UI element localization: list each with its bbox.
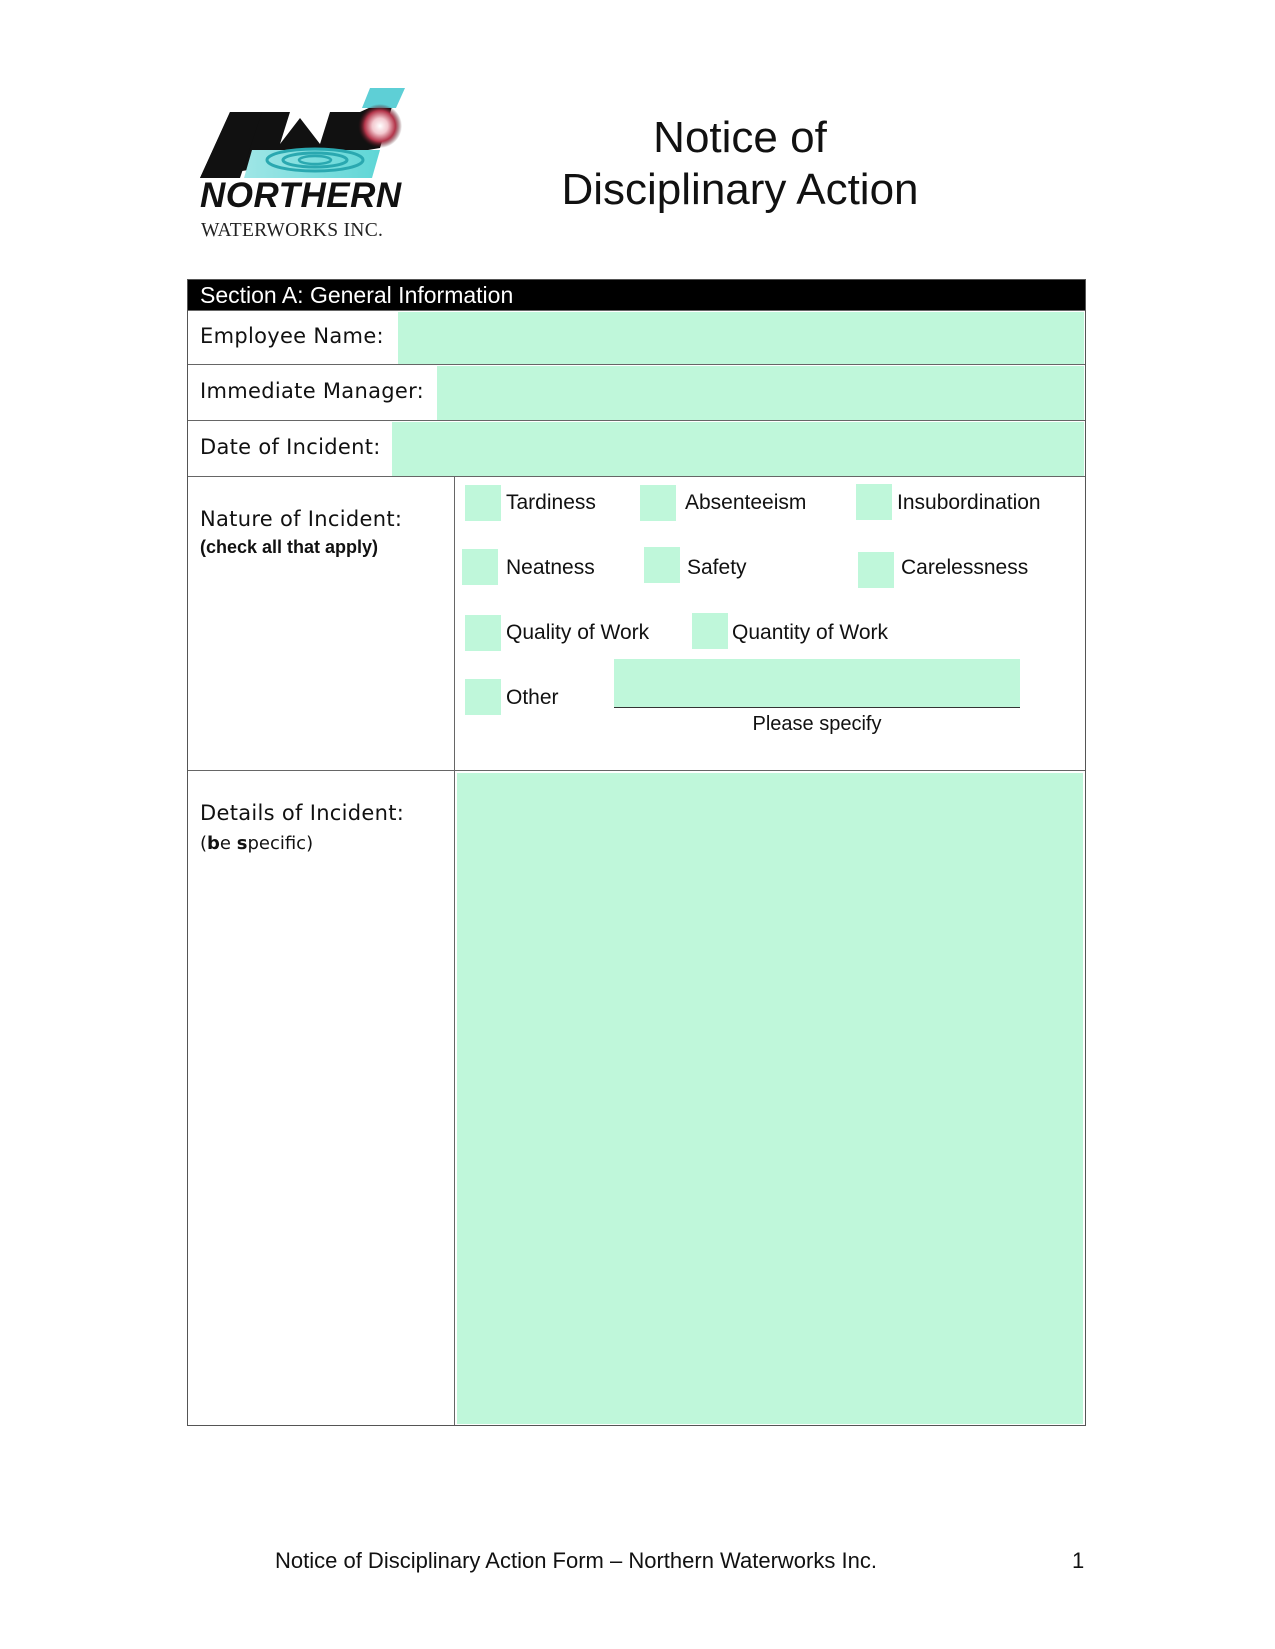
- company-name: NORTHERN: [200, 176, 402, 215]
- option-carelessness: Carelessness: [901, 556, 1029, 579]
- details-label: Details of Incident:: [200, 801, 405, 825]
- details-note-b2: s: [236, 833, 248, 854]
- date-field[interactable]: [392, 422, 1084, 476]
- company-subname: WATERWORKS INC.: [201, 220, 384, 241]
- option-insubordination: Insubordination: [897, 491, 1041, 514]
- section-a-form: [187, 279, 1086, 1426]
- option-neatness: Neatness: [506, 556, 595, 579]
- checkbox-safety[interactable]: [644, 547, 680, 583]
- option-safety: Safety: [687, 556, 747, 579]
- details-note: [200, 833, 313, 854]
- date-label: Date of Incident:: [200, 435, 381, 459]
- other-specify-underline: [614, 707, 1020, 708]
- option-absenteeism: Absenteeism: [685, 491, 807, 514]
- title-line-2: Disciplinary Action: [561, 165, 919, 214]
- checkbox-neatness[interactable]: [462, 549, 498, 585]
- checkbox-quality-of-work[interactable]: [465, 615, 501, 651]
- details-note-t2: pecific): [247, 833, 314, 854]
- manager-row: [188, 364, 1085, 421]
- nature-row: [188, 476, 1085, 771]
- column-divider: [454, 477, 455, 771]
- employee-name-label: Employee Name:: [200, 324, 384, 348]
- section-heading: Section A: General Information: [188, 280, 1085, 310]
- details-note-t1: e: [219, 833, 237, 854]
- date-row: [188, 420, 1085, 477]
- option-quality-of-work: Quality of Work: [506, 621, 650, 644]
- manager-field[interactable]: [437, 366, 1084, 420]
- checkbox-absenteeism[interactable]: [640, 485, 676, 521]
- option-tardiness: Tardiness: [506, 491, 596, 514]
- document-title: [500, 112, 980, 216]
- employee-name-field[interactable]: [398, 312, 1084, 364]
- nature-note: (check all that apply): [200, 537, 379, 557]
- employee-name-row: [188, 310, 1085, 365]
- details-note-b1: b: [207, 833, 220, 854]
- nature-label: Nature of Incident:: [200, 507, 403, 531]
- details-note-open: (: [200, 833, 208, 854]
- option-quantity-of-work: Quantity of Work: [732, 621, 889, 644]
- northern-waterworks-logo-icon: [200, 86, 430, 186]
- checkbox-quantity-of-work[interactable]: [692, 613, 728, 649]
- details-row: [188, 770, 1085, 1425]
- footer-text: Notice of Disciplinary Action Form – Northern Waterworks Inc.: [275, 1548, 877, 1573]
- checkbox-tardiness[interactable]: [465, 485, 501, 521]
- title-line-1: Notice of: [653, 113, 827, 162]
- option-other: Other: [506, 686, 559, 709]
- checkbox-carelessness[interactable]: [858, 552, 894, 588]
- other-specify-field[interactable]: [614, 659, 1020, 707]
- checkbox-other[interactable]: [465, 679, 501, 715]
- manager-label: Immediate Manager:: [200, 379, 425, 403]
- company-logo: [200, 86, 430, 246]
- other-specify-caption: Please specify: [752, 713, 882, 735]
- checkbox-insubordination[interactable]: [856, 484, 892, 520]
- page-number: 1: [1072, 1548, 1085, 1573]
- column-divider: [454, 771, 455, 1425]
- details-field[interactable]: [457, 773, 1083, 1424]
